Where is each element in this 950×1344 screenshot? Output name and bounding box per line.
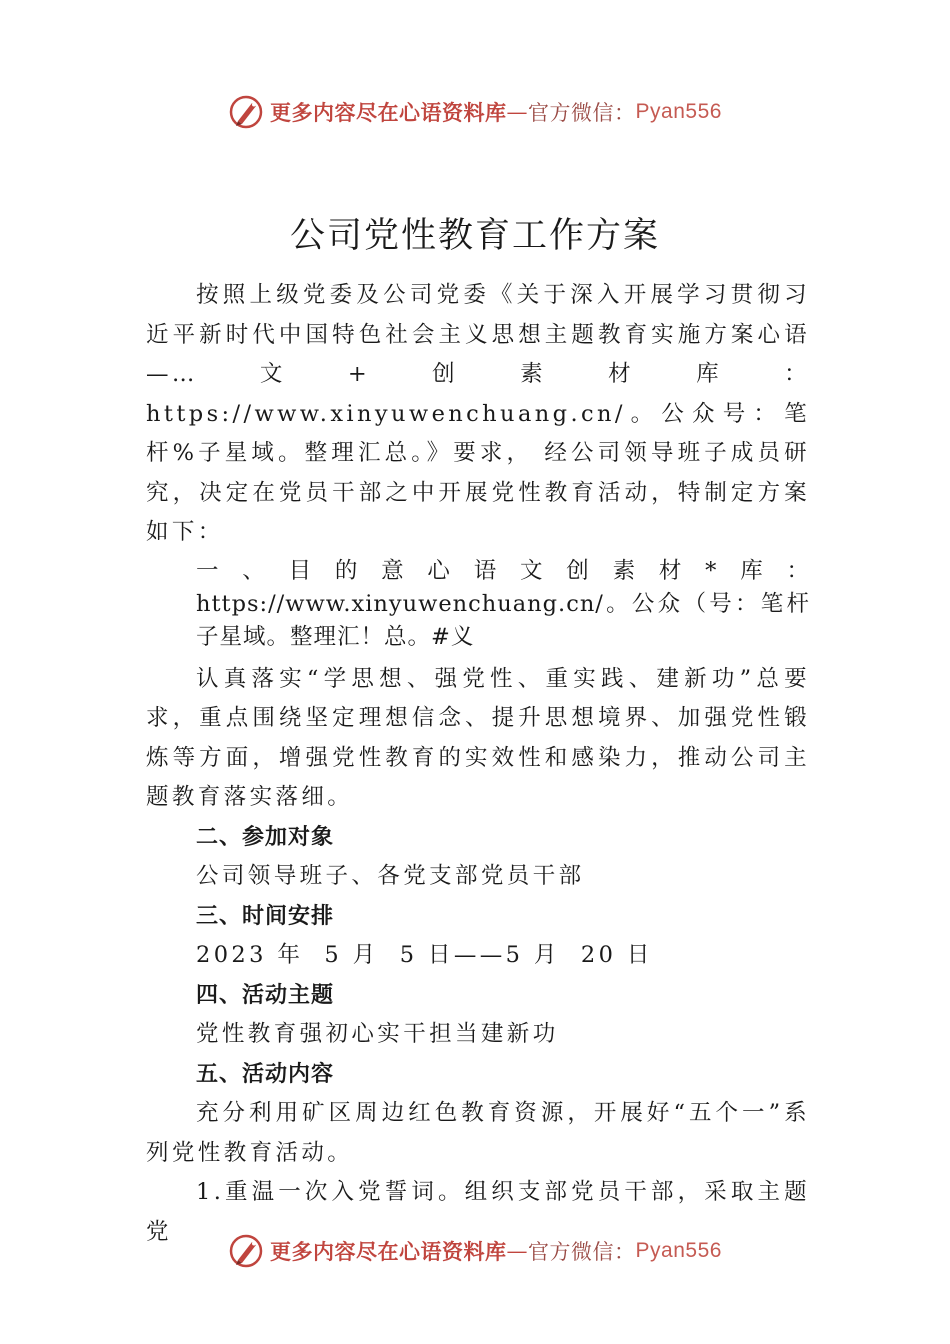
- section2-body: 公司领导班子、各党支部党员干部: [196, 863, 585, 889]
- document-body: [146, 276, 810, 1252]
- banner-wechat-id: Pyan556: [635, 100, 722, 123]
- section1-heading: 一、目的意心语文创素材*库：https://www.xinyuwenchuang.cn/。公众（号：笔杆子星域。整理汇！总。#义: [196, 557, 810, 650]
- banner-wechat-id: Pyan556: [635, 1239, 722, 1262]
- intro-paragraph: 按照上级党委及公司党委《关于深入开展学习贯彻习近平新时代中国特色社会主义思想主题教育实施方案心语—…文+创素材库：https://www.xinyuwenchuang.cn/。公众号：笔杆%子星域。整理汇总。》要求， 经公司领导班子成员研究，决定在党员干部之中开展党性教育活动，特制定方案如下：: [146, 282, 810, 545]
- section1-body: 认真落实“学思想、强党性、重实践、建新功”总要求，重点围绕坚定理想信念、提升思想境界、加强党性锻炼等方面，增强党性教育的实效性和感染力，推动公司主题教育落实落细。: [146, 665, 810, 810]
- banner-brand: 更多内容尽在心语资料库: [270, 1239, 507, 1264]
- banner-wechat-label: 官方微信：: [528, 1240, 636, 1264]
- header-banner: [0, 94, 950, 130]
- section2-heading: 二、参加对象: [196, 824, 335, 850]
- item1-text: 1.重温一次入党誓词。组织支部党员干部，采取主题党: [146, 1179, 810, 1245]
- banner-brand: 更多内容尽在心语资料库: [270, 100, 507, 125]
- pen-logo-icon: [228, 1233, 264, 1269]
- section3-body: 2023 年 5 月 5 日——5 月 20 日: [196, 942, 653, 968]
- section3-heading: 三、时间安排: [196, 903, 335, 929]
- section4-body: 党性教育强初心实干担当建新功: [196, 1021, 559, 1047]
- section5-heading: 五、活动内容: [196, 1061, 335, 1087]
- footer-banner: [0, 1233, 950, 1269]
- banner-dash: —: [506, 1239, 529, 1263]
- section4-heading: 四、活动主题: [196, 982, 335, 1008]
- banner-dash: —: [506, 100, 529, 124]
- pen-logo-icon: [228, 94, 264, 130]
- section5-body: 充分利用矿区周边红色教育资源，开展好“五个一”系列党性教育活动。: [146, 1100, 810, 1166]
- banner-wechat-label: 官方微信：: [528, 101, 636, 125]
- page-title: 公司党性教育工作方案: [289, 216, 660, 257]
